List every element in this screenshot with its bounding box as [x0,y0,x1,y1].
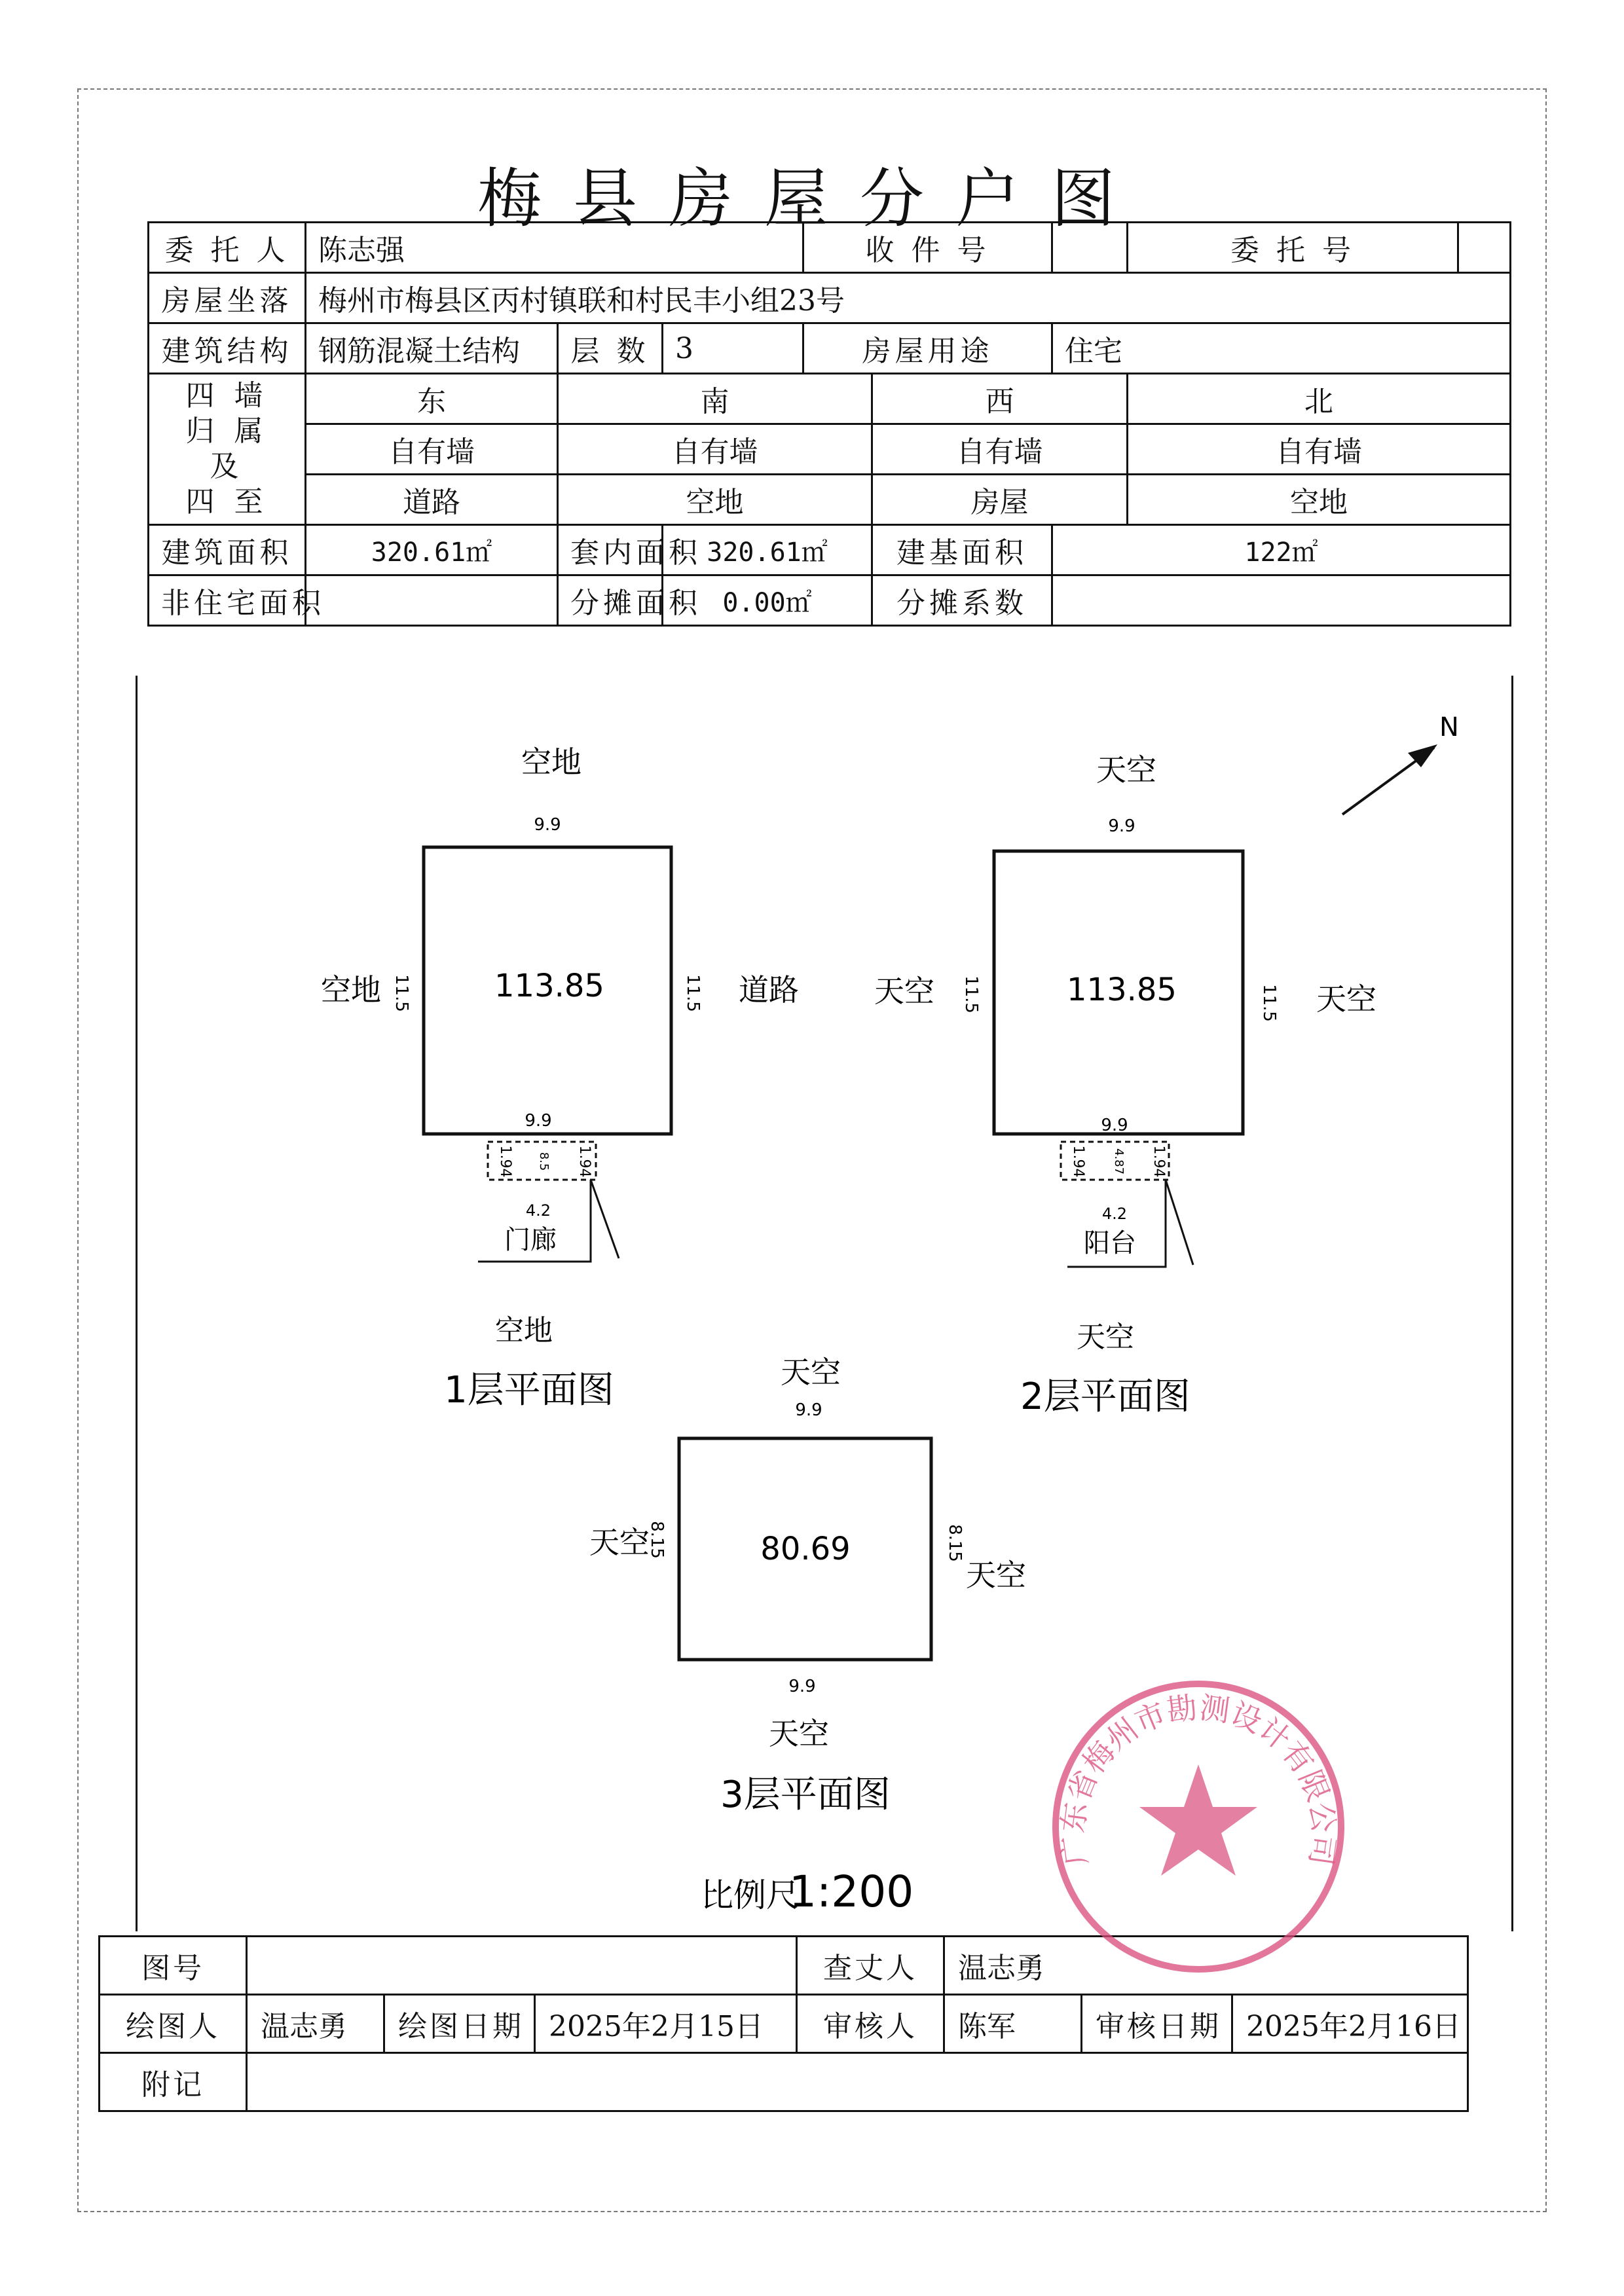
wall-east: 自有墙 [306,424,558,475]
floor3-top-dim: 9.9 [795,1400,822,1420]
commission-value [1458,223,1511,273]
floor2-right-dim: 11.5 [1259,984,1279,1022]
dir-north: 北 [1128,374,1511,424]
floor3-area: 80.69 [760,1531,851,1567]
floor1-top-label: 空地 [521,744,581,780]
walls-label-line-3: 及 [210,450,244,483]
floor1-top-dim: 9.9 [534,815,561,835]
building-area-value: 320.61㎡ [306,525,558,575]
floor3-right-dim: 8.15 [945,1524,965,1562]
adj-north: 空地 [1128,475,1511,525]
floor1-annex-mid-dim: 8.5 [537,1152,551,1171]
floor3-left-dim: 8.15 [647,1521,667,1559]
floor1-area: 113.85 [494,968,604,1004]
floor3-caption: 3层平面图 [720,1774,891,1816]
receipt-label: 收 件 号 [803,223,1052,273]
company-seal [1048,1676,1349,1977]
surveyor-value: 温志勇 [944,1937,1468,1995]
wall-south: 自有墙 [558,424,872,475]
map-no-label: 图号 [100,1937,247,1995]
review-date-value: 2025年2月16日 [1232,1995,1468,2053]
shared-area-value: 0.00㎡ [663,575,872,626]
floor2-left-dim: 11.5 [961,975,981,1013]
floor1-left-label: 空地 [321,972,381,1008]
floor2-caption: 2层平面图 [1020,1376,1190,1418]
nonres-area-value [306,575,558,626]
draw-date-label: 绘图日期 [384,1995,535,2053]
floor2-annex-right-dim: 1.94 [1151,1145,1167,1178]
floor2-annex-mid-dim: 4.87 [1112,1148,1126,1175]
client-label: 委 托 人 [149,223,306,273]
base-area-value: 122㎡ [1052,525,1511,575]
wall-west: 自有墙 [872,424,1128,475]
receipt-value [1052,223,1128,273]
note-label: 附记 [100,2053,247,2111]
walls-label-line-2: 归 属 [185,414,268,448]
floor1-left-dim: 11.5 [392,974,411,1012]
review-date-label: 审核日期 [1082,1995,1232,2053]
floors-value: 3 [663,323,803,374]
shared-coef-label: 分摊系数 [872,575,1052,626]
floor1-annex-label: 门廊 [504,1225,557,1255]
floor1-annex-slant [591,1180,619,1258]
floor2-bottom-dim: 9.9 [1101,1116,1128,1135]
floor1-bottom-dim: 9.9 [525,1111,552,1131]
inner-area-label: 套内面积 [558,525,663,575]
reviewer-label: 审核人 [797,1995,944,2053]
usage-label: 房屋用途 [803,323,1052,374]
dir-south: 南 [558,374,872,424]
floor1-annex-area: 4.2 [525,1201,551,1220]
floor3-right-label: 天空 [966,1558,1026,1593]
seal-text-path: 广东省梅州市勘测设计有限公司 [1054,1689,1342,1868]
structure-value: 钢筋混凝土结构 [306,323,558,374]
client-value: 陈志强 [306,223,803,273]
floor3-top-label: 天空 [781,1355,841,1390]
location-value: 梅州市梅县区丙村镇联和村民丰小组23号 [306,273,1511,323]
walls-label [149,374,306,525]
floor2-annex-left-dim: 1.94 [1070,1145,1086,1178]
floor2-bottom-label: 天空 [1077,1321,1134,1354]
floor3-bottom-label: 天空 [769,1716,829,1751]
nonres-area-label: 非住宅面积 [149,575,306,626]
floor3-bottom-dim: 9.9 [788,1677,816,1696]
scale-value: 1:200 [789,1867,914,1917]
adj-east: 道路 [306,475,558,525]
floor2-top-dim: 9.9 [1108,816,1135,836]
shared-area-label: 分摊面积 [558,575,663,626]
floor1-caption: 1层平面图 [444,1369,614,1412]
usage-value: 住宅 [1052,323,1511,374]
floor3-left-label: 天空 [589,1525,650,1560]
floor1-annex-right-dim: 1.94 [576,1145,593,1178]
floors-label: 层 数 [558,323,663,374]
floor2-annex-label: 阳台 [1084,1228,1136,1258]
walls-label-line-4: 四 至 [185,485,268,519]
inner-area-value: 320.61㎡ [663,525,872,575]
adj-west: 房屋 [872,475,1128,525]
floor1-annex-left-dim: 1.94 [497,1145,513,1178]
commission-label: 委 托 号 [1128,223,1458,273]
floor1-bottom-label: 空地 [495,1314,553,1347]
location-label: 房屋坐落 [149,273,306,323]
draw-date-value: 2025年2月15日 [535,1995,797,2053]
seal-star-icon [1139,1764,1257,1876]
floor-2-plan [874,752,1376,1418]
surveyor-label: 查丈人 [797,1937,944,1995]
scale-label: 比例尺 [701,1876,799,1914]
shared-coef-value [1052,575,1511,626]
floor2-right-label: 天空 [1316,981,1376,1017]
base-area-label: 建基面积 [872,525,1052,575]
floor2-left-label: 天空 [874,974,934,1009]
walls-label-line-1: 四 墙 [185,379,268,412]
property-info-table [147,221,1511,627]
page-title: 梅县房屋分户图 [477,162,1147,236]
floor1-right-dim: 11.5 [683,974,703,1012]
floor1-right-label: 道路 [739,972,799,1008]
drafter-label: 绘图人 [100,1995,247,2053]
note-value [247,2053,1468,2111]
reviewer-value: 陈军 [944,1995,1082,2053]
map-no-value [247,1937,797,1995]
wall-north: 自有墙 [1128,424,1511,475]
adj-south: 空地 [558,475,872,525]
north-arrow-icon [1342,712,1459,814]
floor2-annex-area: 4.2 [1101,1205,1128,1223]
dir-west: 西 [872,374,1128,424]
floor-3-plan [589,1355,1026,1816]
floor2-annex-slant [1166,1180,1193,1265]
structure-label: 建筑结构 [149,323,306,374]
drafter-value: 温志勇 [247,1995,384,2053]
building-area-label: 建筑面积 [149,525,306,575]
north-label: N [1439,712,1459,742]
dir-east: 东 [306,374,558,424]
floor2-top-label: 天空 [1096,752,1156,788]
floor-1-plan [321,744,799,1412]
floor2-area: 113.85 [1067,972,1177,1008]
